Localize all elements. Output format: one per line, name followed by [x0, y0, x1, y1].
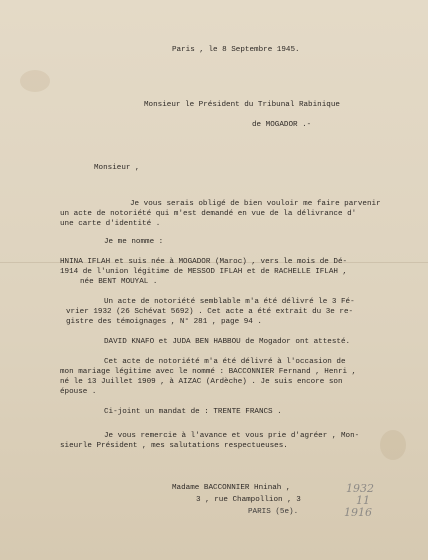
place-date: Paris , le 8 Septembre 1945. [172, 46, 300, 54]
paper-stain [380, 430, 406, 460]
salutation: Monsieur , [94, 164, 140, 172]
recipient-line-2: de MOGADOR .- [252, 121, 312, 129]
recipient-line-1: Monsieur le Président du Tribunal Rabinique [144, 101, 340, 109]
pencil-note: 1932 [346, 482, 374, 495]
body-line: gistre des témoignages , N° 281 , page 94 . [66, 318, 262, 326]
body-line: Je vous remercie à l'avance et vous prie d'agréer , Mon- [104, 432, 360, 440]
body-line: 1914 de l'union légitime de MESSOD IFLAH et de RACHELLE IFLAH , [60, 268, 348, 276]
body-line: un acte de notoriété qui m'est demandé en vue de la délivrance d' [60, 210, 357, 218]
body-line: une carte d'identité . [60, 220, 161, 228]
signature-name: Madame BACCONNIER Hninah , [172, 484, 291, 492]
body-line: Un acte de notoriété semblable m'a été délivré le 3 Fé- [104, 298, 355, 306]
body-line: Je vous serais obligé de bien vouloir me faire parvenir [130, 200, 381, 208]
pencil-note: 11 [356, 494, 370, 507]
body-line: Cet acte de notoriété m'a été délivré à l'occasion de [104, 358, 346, 366]
body-line: né le 13 Juillet 1909 , à AIZAC (Ardèche) . Je suis encore son [60, 378, 343, 386]
body-line: Ci-joint un mandat de : TRENTE FRANCS . [104, 408, 282, 416]
body-line: mon mariage légitime avec le nommé : BACCONNIER Fernand , Henri , [60, 368, 357, 376]
body-line: sieurle Président , mes salutations respectueuses. [60, 442, 288, 450]
body-line: vrier 1932 (26 Schévat 5692) . Cet acte a été extrait du 3e re- [66, 308, 354, 316]
body-line: épouse . [60, 388, 97, 396]
body-line: Je me nomme : [104, 238, 164, 246]
body-line: HNINA IFLAH et suis née à MOGADOR (Maroc) , vers le mois de Dé- [60, 258, 348, 266]
paper-stain [20, 70, 50, 92]
signature-city: PARIS (5e). [248, 508, 299, 516]
body-line: née BENT MOUYAL . [80, 278, 158, 286]
signature-street: 3 , rue Champollion , 3 [196, 496, 301, 504]
pencil-note: 1916 [344, 506, 372, 519]
body-line: DAVID KNAFO et JUDA BEN HABBOU de Mogador ont attesté. [104, 338, 351, 346]
